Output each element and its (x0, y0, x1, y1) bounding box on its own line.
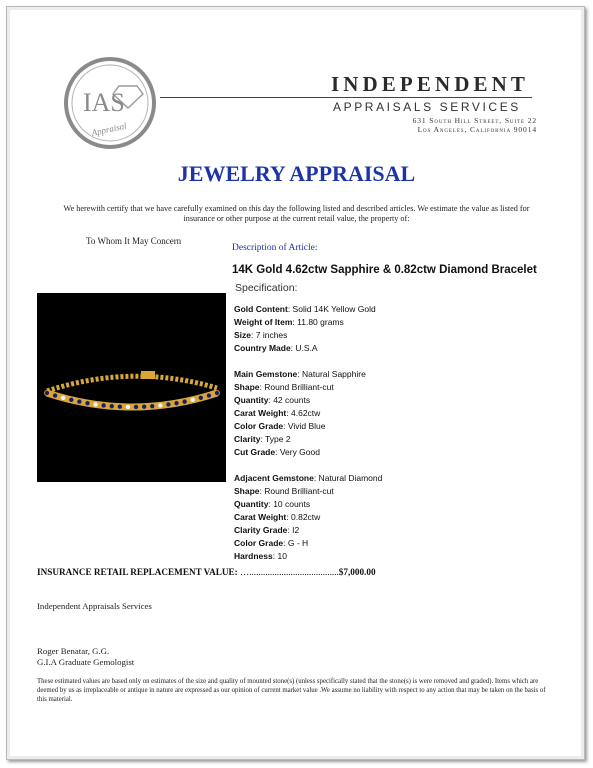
value-label: INSURANCE RETAIL REPLACEMENT VALUE: (37, 567, 238, 577)
spec-label: Color Grade (234, 538, 284, 548)
spec-label: Main Gemstone (234, 369, 298, 379)
spec-value: : Natural Sapphire (297, 369, 366, 379)
diamond-stone (125, 404, 130, 409)
spec-label: Shape (234, 382, 260, 392)
spec-label: Hardness (234, 551, 273, 561)
sapphire-stone (142, 404, 147, 409)
spec-row (234, 498, 382, 511)
spec-row (234, 420, 382, 433)
value-amount: $7,000.00 (338, 567, 376, 577)
spec-row (234, 329, 382, 342)
spec-value: : Very Good (275, 447, 320, 457)
spec-row (234, 537, 382, 550)
logo-caption: Appraisal (90, 120, 128, 138)
intro-text (40, 204, 553, 224)
header-rule (160, 97, 532, 98)
spec-row (234, 368, 382, 381)
company-address-line2: Los Angeles, California 90014 (417, 125, 537, 134)
specification-label: Specification: (235, 282, 298, 294)
spec-value: : G - H (283, 538, 309, 548)
company-subtitle: APPRAISALS SERVICES (333, 100, 521, 114)
ias-logo (63, 56, 157, 150)
spec-row (234, 524, 382, 537)
spec-row (234, 381, 382, 394)
sapphire-stone (77, 399, 82, 404)
spec-value: : U.S.A (290, 343, 318, 353)
sapphire-stone (52, 393, 57, 398)
spec-value: : Round Brilliant-cut (259, 382, 334, 392)
logo-monogram: IAS (83, 88, 125, 117)
spec-value: : Type 2 (260, 434, 291, 444)
value-dots: …....................................... (240, 567, 339, 577)
recipient: To Whom It May Concern (86, 236, 182, 246)
spec-row (234, 433, 382, 446)
sapphire-stone (214, 390, 219, 395)
signer-block (37, 646, 134, 668)
description-label: Description of Article: (232, 243, 318, 253)
spec-label: Adjacent Gemstone (234, 473, 314, 483)
disclaimer: These estimated values are based only on estimates of the size and quality of mounted stone(s) (unless specifically stated that the stone(s) is were removed and graded). Items which are deemed by us as irreplaceable or antique in nature are expressed as our opinion of current market value .We assume no liability with respect to any action that may be taken on the basis of this material. (37, 678, 546, 703)
spec-row (234, 472, 382, 485)
spec-value: : 4.62ctw (286, 408, 321, 418)
spec-label: Carat Weight (234, 408, 287, 418)
sapphire-stone (133, 404, 138, 409)
intro-line1: We herewith certify that we have carefully examined on this day the following listed and described articles. We estimate the value as listed for (63, 204, 530, 213)
spec-value: : Natural Diamond (313, 473, 383, 483)
spec-label: Gold Content (234, 304, 288, 314)
bracelet-photo (37, 293, 226, 482)
signer-title: G.I.A Graduate Gemologist (37, 657, 135, 667)
diamond-stone (61, 395, 66, 400)
spec-row (234, 303, 382, 316)
sapphire-stone (198, 395, 203, 400)
sapphire-stone (44, 390, 49, 395)
sapphire-stone (182, 399, 187, 404)
spec-row (234, 342, 382, 355)
sapphire-stone (85, 401, 90, 406)
spec-value: : 0.82ctw (286, 512, 321, 522)
article-title: 14K Gold 4.62ctw Sapphire & 0.82ctw Diamond Bracelet (232, 264, 537, 276)
diamond-stone (93, 402, 98, 407)
document-title: JEWELRY APPRAISAL (177, 161, 416, 186)
sapphire-stone (109, 404, 114, 409)
spec-label: Country Made (234, 343, 291, 353)
spec-label: Quantity (234, 499, 269, 509)
spec-row (234, 511, 382, 524)
spec-label: Color Grade (234, 421, 284, 431)
sapphire-stone (117, 404, 122, 409)
spec-label: Clarity (234, 434, 261, 444)
spec-value: : 7 inches (251, 330, 288, 340)
spec-value: : I2 (287, 525, 300, 535)
diamond-stone (158, 403, 163, 408)
spec-value: : 10 counts (268, 499, 311, 509)
diamond-stone (190, 397, 195, 402)
spec-row (234, 316, 382, 329)
intro-line2: insurance or other purpose at the current retail value, the property of: (183, 214, 410, 223)
sapphire-stone (101, 403, 106, 408)
company-address-line1: 631 South Hill Street, Suite 22 (412, 116, 537, 125)
spec-label: Size (234, 330, 252, 340)
sapphire-stone (206, 393, 211, 398)
spec-row (234, 446, 382, 459)
sapphire-stone (166, 402, 171, 407)
spec-value: : Vivid Blue (283, 421, 326, 431)
spec-value: : 11.80 grams (292, 317, 344, 327)
spec-value: : Solid 14K Yellow Gold (287, 304, 376, 314)
sapphire-stone (174, 401, 179, 406)
replacement-value (37, 567, 376, 577)
sapphire-stone (150, 404, 155, 409)
sapphire-stone (69, 397, 74, 402)
signer-name: Roger Benatar, G.G. (37, 646, 110, 656)
spec-label: Quantity (234, 395, 269, 405)
spec-value: : 10 (272, 551, 287, 561)
spec-label: Shape (234, 486, 260, 496)
spec-row (234, 550, 382, 563)
specifications (234, 303, 382, 563)
spec-row (234, 394, 382, 407)
spec-row (234, 485, 382, 498)
spec-label: Cut Grade (234, 447, 276, 457)
spec-label: Carat Weight (234, 512, 287, 522)
company-name: INDEPENDENT (331, 72, 529, 96)
spec-label: Weight of Item (234, 317, 293, 327)
footer-company: Independent Appraisals Services (37, 601, 152, 611)
bracelet-clasp (141, 371, 155, 379)
spec-label: Clarity Grade (234, 525, 288, 535)
spec-row (234, 407, 382, 420)
spec-value: : Round Brilliant-cut (259, 486, 334, 496)
spec-value: : 42 counts (268, 395, 311, 405)
